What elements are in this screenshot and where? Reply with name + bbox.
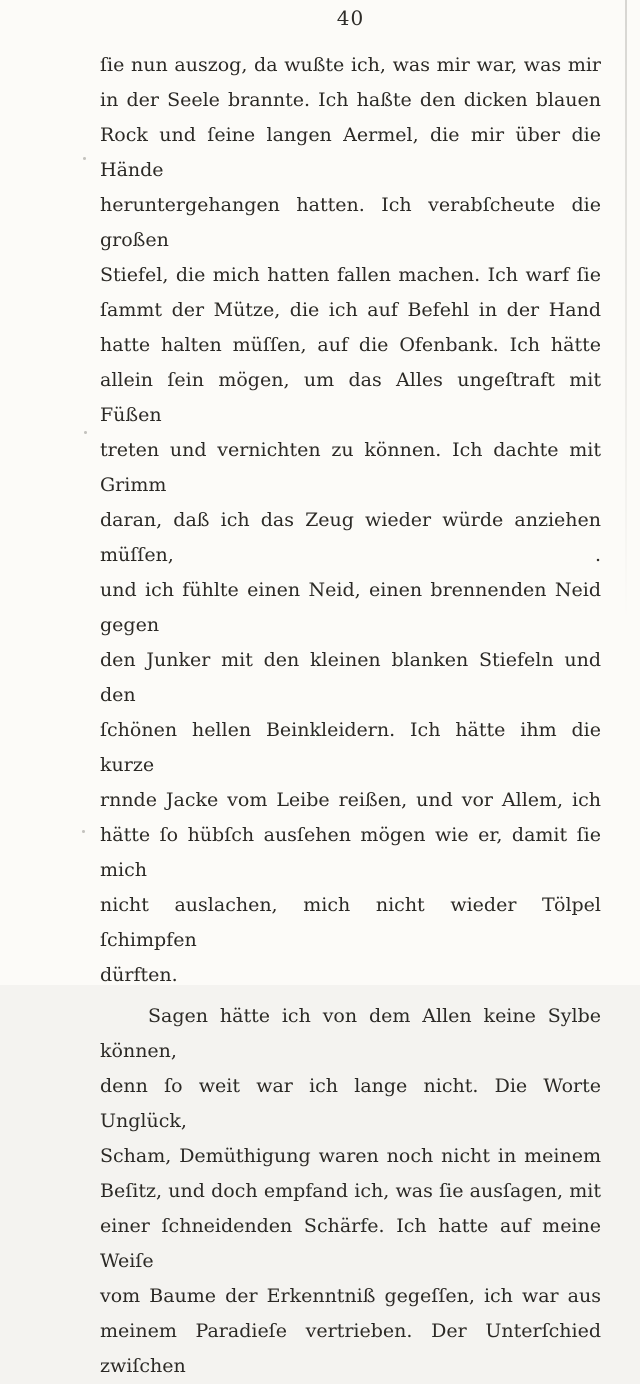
text-line: ſammt der Mütze, die ich auf Befehl in der Hand <box>100 299 601 321</box>
paragraph-2 <box>100 999 601 1384</box>
text-line: und ich fühlte einen Neid, einen brennenden Neid gegen <box>100 579 601 636</box>
text-block <box>100 48 601 1384</box>
scan-speck <box>84 431 87 434</box>
page-number: 40 <box>336 6 365 30</box>
text-line: Sagen hätte ich von dem Allen keine Sylbe können, <box>100 1005 601 1062</box>
text-line: ſie nun auszog, da wußte ich, was mir war, was mir <box>100 54 601 76</box>
text-line: dürften. <box>100 964 178 986</box>
text-line: daran, daß ich das Zeug wieder würde anziehen müſſen, . <box>100 509 601 566</box>
text-line: einer ſchneidenden Schärfe. Ich hatte auf meine Weiſe <box>100 1215 601 1272</box>
paragraph-1 <box>100 48 601 993</box>
text-line: Rock und ſeine langen Aermel, die mir über die Hände <box>100 124 601 181</box>
text-line: in der Seele brannte. Ich haßte den dicken blauen <box>100 89 601 111</box>
text-line: denn ſo weit war ich lange nicht. Die Worte Unglück, <box>100 1075 601 1132</box>
text-line: hätte ſo hübſch ausſehen mögen wie er, damit ſie mich <box>100 824 601 881</box>
text-line: vom Baume der Erkenntniß gegeſſen, ich war aus <box>100 1285 601 1307</box>
text-line: Stiefel, die mich hatten fallen machen. Ich warf ſie <box>100 264 601 286</box>
text-line: Scham, Demüthigung waren noch nicht in meinem <box>100 1145 601 1167</box>
text-line: nicht auslachen, mich nicht wieder Tölpel ſchimpfen <box>100 894 601 951</box>
scan-edge-line <box>625 0 627 620</box>
text-line: meinem Paradieſe vertrieben. Der Unterſchied zwiſchen <box>100 1320 601 1377</box>
text-line: ſchönen hellen Beinkleidern. Ich hätte ihm die kurze <box>100 719 601 776</box>
text-line: allein ſein mögen, um das Alles ungeſtraft mit Füßen <box>100 369 601 426</box>
text-line: hatte halten müſſen, auf die Ofenbank. Ich hätte <box>100 334 601 356</box>
text-line: rnnde Jacke vom Leibe reißen, und vor Allem, ich <box>100 789 601 811</box>
text-line: treten und vernichten zu können. Ich dachte mit Grimm <box>100 439 601 496</box>
text-line: den Junker mit den kleinen blanken Stiefeln und den <box>100 649 601 706</box>
text-line: heruntergehangen hatten. Ich verabſcheute die großen <box>100 194 601 251</box>
scan-speck <box>82 830 85 833</box>
scan-speck <box>83 157 86 160</box>
text-line: Beſitz, und doch empfand ich, was ſie ausſagen, mit <box>100 1180 601 1202</box>
